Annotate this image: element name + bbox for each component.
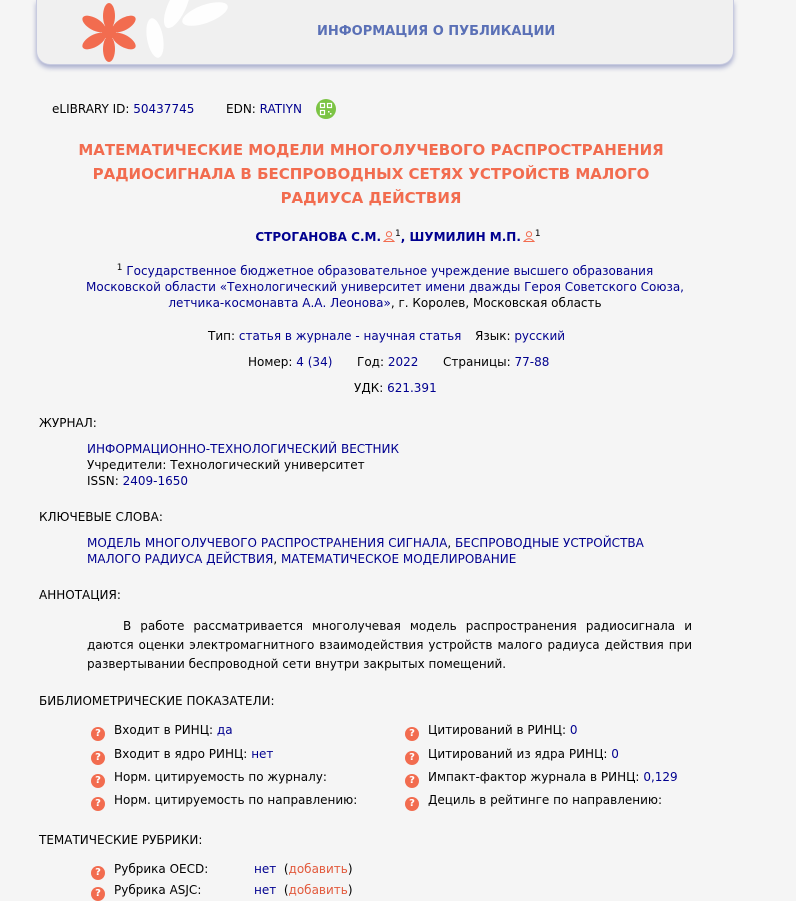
keywords-section-label: КЛЮЧЕВЫЕ СЛОВА: [39, 510, 163, 524]
page-header [36, 0, 734, 65]
issn-label: ISSN: [87, 474, 119, 488]
issn-link[interactable]: 2409-1650 [122, 474, 189, 488]
metric-label: Входит в РИНЦ: [114, 723, 214, 737]
affiliation-number: 1 [116, 263, 123, 273]
metric-label: Норм. цитируемость по журналу: [114, 770, 327, 784]
help-icon[interactable]: ? [405, 797, 419, 811]
metric-impact-factor [405, 770, 678, 788]
number-value[interactable]: 4 (34) [296, 355, 333, 369]
year-value[interactable]: 2022 [387, 355, 419, 369]
rubric-value: нет [254, 883, 277, 897]
rubrics-section-label: ТЕМАТИЧЕСКИЕ РУБРИКИ: [39, 833, 203, 847]
metric-label: Дециль в рейтинге по направлению: [428, 793, 663, 807]
metric-value: 0 [611, 747, 619, 761]
edn-link[interactable]: RATIYN [259, 102, 302, 116]
help-icon[interactable]: ? [91, 727, 105, 741]
journal-info [87, 441, 399, 489]
rubric-oecd [91, 862, 208, 880]
help-icon[interactable]: ? [91, 774, 105, 788]
type-row [208, 329, 461, 343]
metric-value[interactable]: нет [251, 747, 274, 761]
year-row [357, 355, 418, 369]
metric-decile [405, 793, 662, 811]
pages-value[interactable]: 77-88 [514, 355, 550, 369]
keyword-link[interactable]: МАТЕМАТИЧЕСКОЕ МОДЕЛИРОВАНИЕ [280, 552, 517, 566]
language-row [475, 329, 565, 343]
affiliation-ref: 1 [395, 229, 401, 239]
qr-code-icon[interactable] [316, 99, 336, 119]
publication-title: МАТЕМАТИЧЕСКИЕ МОДЕЛИ МНОГОЛУЧЕВОГО РАСПРОСТРАНЕНИЯ РАДИОСИГНАЛА В БЕСПРОВОДНЫХ СЕТЯХ УСТРОЙСТВ МАЛОГО РАДИУСА ДЕЙСТВИЯ [78, 141, 664, 207]
keyword-link[interactable]: МОДЕЛЬ МНОГОЛУЧЕВОГО РАСПРОСТРАНЕНИЯ СИГНАЛА [87, 536, 448, 550]
metric-label: Цитирований в РИНЦ: [428, 723, 567, 737]
help-icon[interactable]: ? [405, 774, 419, 788]
help-icon[interactable]: ? [405, 727, 419, 741]
metric-value[interactable]: да [216, 723, 233, 737]
metric-value: 0,129 [643, 770, 678, 784]
edn [226, 102, 302, 116]
journal-founders: Учредители: Технологический университет [87, 458, 365, 472]
metric-label: Импакт-фактор журнала в РИНЦ: [428, 770, 640, 784]
authors: СТРОГАНОВА С.М. $^1$, ШУМИЛИН М.П. $^1$ [255, 229, 541, 244]
add-rubric-link[interactable]: добавить [288, 883, 348, 897]
help-icon[interactable]: ? [91, 887, 105, 901]
rubric-value: нет [254, 862, 277, 876]
udk-value[interactable]: 621.391 [387, 381, 437, 395]
edn-label: EDN: [226, 102, 256, 116]
journal-section-label: ЖУРНАЛ: [39, 416, 97, 430]
rubric-asjc [91, 883, 201, 901]
rubric-label: Рубрика ASJC: [114, 883, 202, 897]
annotation-section-label: АННОТАЦИЯ: [39, 588, 121, 602]
author-profile-icon[interactable] [383, 231, 395, 242]
affiliation [78, 260, 692, 311]
help-icon[interactable]: ? [91, 797, 105, 811]
metric-core-citations [405, 747, 619, 765]
metric-rinc-core [91, 747, 273, 765]
keyword-link[interactable]: БЕСПРОВОДНЫЕ УСТРОЙСТВА МАЛОГО РАДИУСА ДЕЙСТВИЯ [87, 536, 644, 566]
metric-norm-journal [91, 770, 327, 788]
metric-label: Норм. цитируемость по направлению: [114, 793, 358, 807]
year-label: Год: [357, 355, 384, 369]
language-label: Язык: [475, 329, 511, 343]
add-rubric-link[interactable]: добавить [288, 862, 348, 876]
elibrary-id-link[interactable]: 50437745 [133, 102, 195, 116]
elibrary-id-label: eLIBRARY ID: [52, 102, 130, 116]
flower-logo-icon [37, 0, 237, 64]
journal-name-link[interactable]: ИНФОРМАЦИОННО-ТЕХНОЛОГИЧЕСКИЙ ВЕСТНИК [87, 442, 400, 456]
affiliation-city: , г. Королев, Московская область [390, 296, 602, 310]
udk-label: УДК: [354, 381, 384, 395]
elibrary-id [52, 102, 194, 116]
language-value[interactable]: русский [514, 329, 566, 343]
help-icon[interactable]: ? [91, 866, 105, 880]
metric-value[interactable]: 0 [569, 723, 578, 737]
rubric-oecd-value: нет (добавить) [254, 862, 353, 876]
author-link[interactable]: СТРОГАНОВА С.М. [255, 230, 382, 244]
biblio-section-label: БИБЛИОМЕТРИЧЕСКИЕ ПОКАЗАТЕЛИ: [39, 694, 275, 708]
author-profile-icon[interactable] [523, 231, 535, 242]
author-link[interactable]: ШУМИЛИН М.П. [409, 230, 521, 244]
metric-label: Входит в ядро РИНЦ: [114, 747, 248, 761]
help-icon[interactable]: ? [91, 751, 105, 765]
type-value[interactable]: статья в журнале - научная статья [238, 329, 462, 343]
metric-rinc [91, 723, 233, 741]
rubric-asjc-value: нет (добавить) [254, 883, 353, 897]
rubric-label: Рубрика OECD: [114, 862, 209, 876]
affiliation-link[interactable]: Государственное бюджетное образовательное учреждение высшего образования Московской области «Технологический университет имени дважды Героя Советского Союза, летчика-космонавта А.А. Леонова» [86, 264, 684, 310]
metric-citations [405, 723, 578, 741]
type-label: Тип: [208, 329, 236, 343]
header-title: ИНФОРМАЦИЯ О ПУБЛИКАЦИИ [317, 24, 556, 39]
number-row [248, 355, 332, 369]
metric-label: Цитирований из ядра РИНЦ: [428, 747, 608, 761]
help-icon[interactable]: ? [405, 751, 419, 765]
metric-norm-direction [91, 793, 357, 811]
affiliation-ref: 1 [534, 229, 541, 239]
annotation-text: В работе рассматривается многолучевая модель распространения радиосигнала и даются оценки электромагнитного взаимодействия устройств малого радиуса действия при развертывании беспроводной сети внутри закрытых помещений. [87, 619, 692, 671]
udk-row [354, 381, 437, 395]
keywords-list: МОДЕЛЬ МНОГОЛУЧЕВОГО РАСПРОСТРАНЕНИЯ СИГНАЛА, БЕСПРОВОДНЫЕ УСТРОЙСТВА МАЛОГО РАДИУСА ДЕЙСТВИЯ, МАТЕМАТИЧЕСКОЕ МОДЕЛИРОВАНИЕ [87, 536, 644, 566]
pages-label: Страницы: [443, 355, 511, 369]
number-label: Номер: [248, 355, 293, 369]
pages-row [443, 355, 549, 369]
